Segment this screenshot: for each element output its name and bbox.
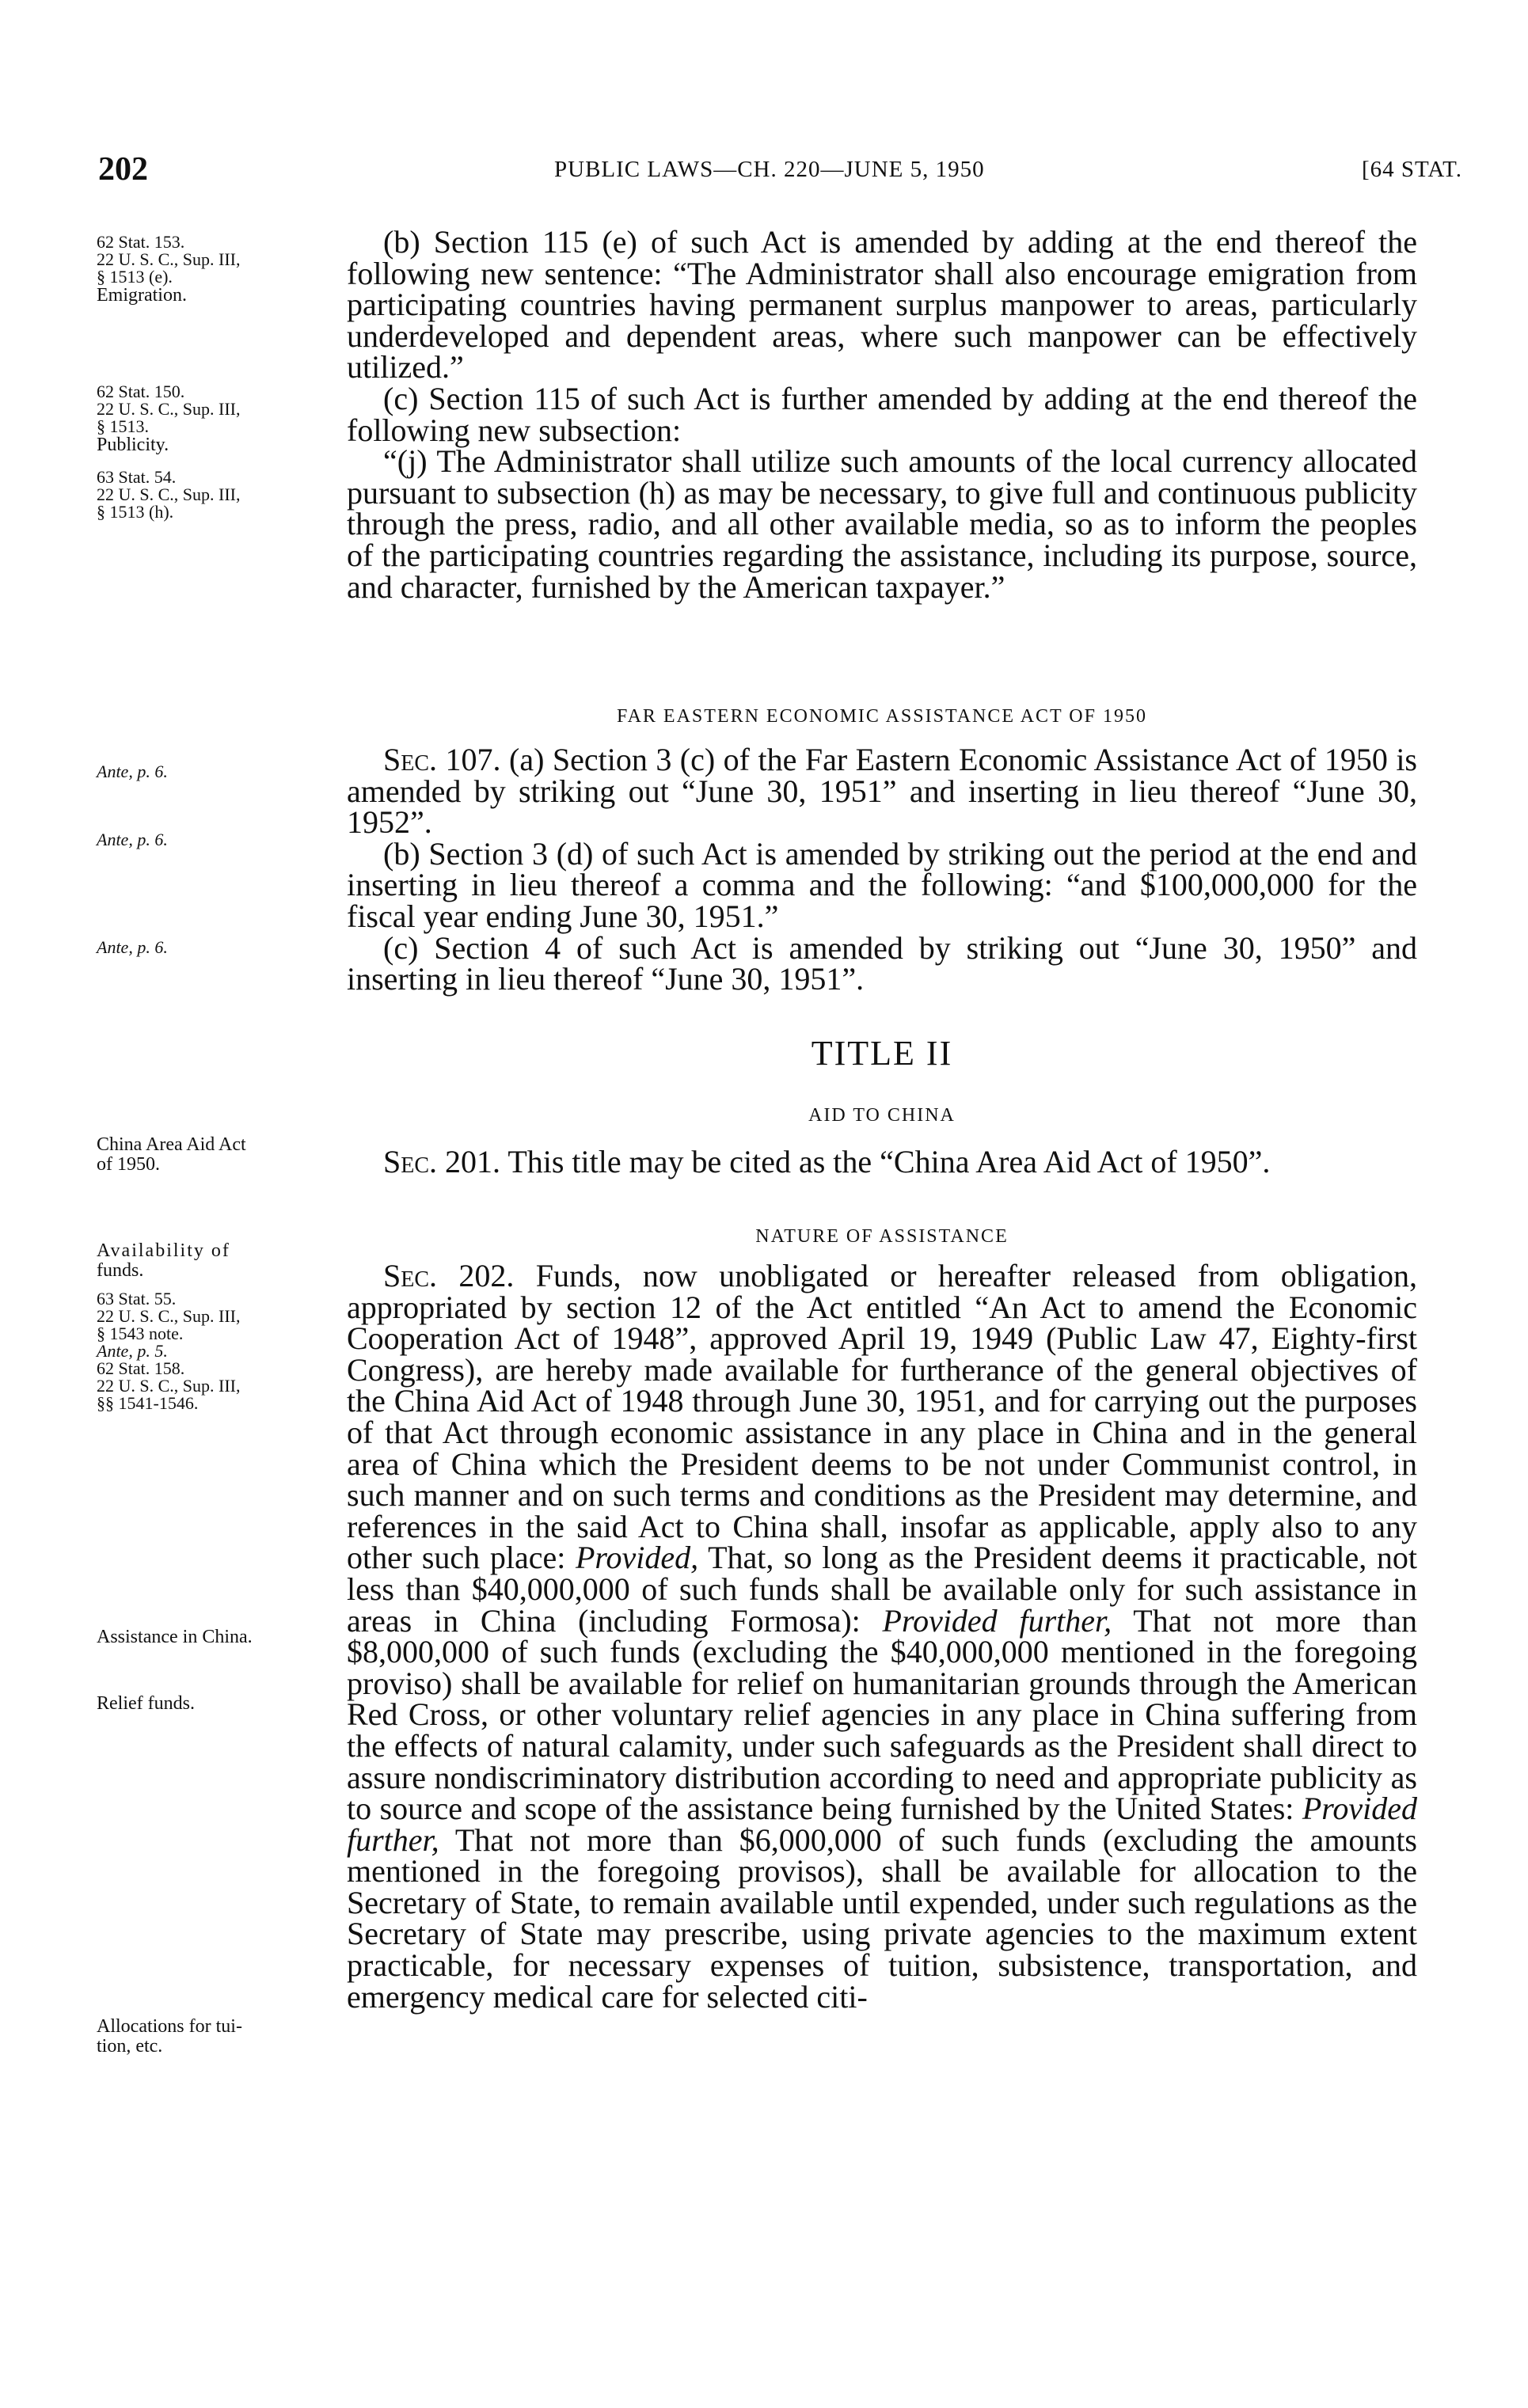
sec-202-label: Sec. 202. [383,1258,515,1293]
volume-reference: [64 STAT. [1362,157,1462,182]
paragraph-107-b: (b) Section 3 (d) of such Act is amended by striking out the period at the end and inserting in lieu thereof a comma and the following: “and $100,000,000 for the fiscal year ending June 30, 1951.” [347,835,1417,934]
running-title: PUBLIC LAWS—CH. 220—JUNE 5, 1950 [554,157,985,182]
section-107 [347,744,1417,995]
paragraph-107-a: Sec. 107. (a) Section 3 (c) of the Far Eastern Economic Assistance Act of 1950 is amended by striking out “June 30, 1951” and inserting in lieu thereof “June 30, 1952”. [347,742,1418,841]
margin-note-local-currency: 63 Stat. 54. 22 U. S. C., Sup. III, § 1513 (h). [97,467,241,522]
margin-note-publicity: 62 Stat. 150. 22 U. S. C., Sup. III, § 1513. Publicity. [97,382,241,455]
margin-note-ante-2: Ante, p. 6. [97,830,168,849]
margin-note-emigration: 62 Stat. 153. 22 U. S. C., Sup. III, § 1513 (e). Emigration. [97,232,241,306]
margin-note-availability-of-funds: Availability of funds. [97,1240,230,1281]
margin-note-allocations-tuition: Allocations for tui- tion, etc. [97,2016,242,2057]
sec-201-label: Sec. 201. [383,1144,501,1179]
sec-107-label: Sec. 107. [383,742,501,777]
margin-note-ante-3: Ante, p. 6. [97,937,168,957]
margin-note-statute-citations: 63 Stat. 55. 22 U. S. C., Sup. III, § 1543 note. Ante, p. 5. 62 Stat. 158. 22 U. S. C., Sup. III, §§ 1541-1546. [97,1289,241,1413]
margin-note-china-area-aid-act: China Area Aid Act of 1950. [97,1134,246,1175]
section-202: Sec. 202. Funds, now unobligated or hereafter released from obligation, appropriated by section 12 of the Act entitled “An Act to amend the Economic Cooperation Act of 1948”, approved April 19, 1949 (Public Law 47, Eighty-first Congress), are hereby made available for furtherance of the general objectives of the China Aid Act of 1948 through June 30, 1951, and for carrying out the purposes of that Act through economic assistance in any place in China and in the general area of China which the President deems to be not under Communist control, in such manner and on such terms and conditions as the President may determine, and references in the said Act to China shall, insofar as applicable, apply also to any other such place: Provided, That, so long as the President deems it practicable, not less than $40,000,000 of such funds shall be available only for such assistance in areas in China (including Formosa): Provided further, That not more than $8,000,000 of such funds (excluding the $40,000,000 mentioned in the foregoing proviso) shall be available for relief on humanitarian grounds through the American Red Cross, or other voluntary relief agencies in any place in China suffering from the effects of natural calamity, under such safeguards as the President shall direct to assure nondiscriminatory distribution according to need and appropriate publicity as to source and scope of the assistance being furnished by the United States: Provided further, That not more than $6,000,000 of such funds (excluding the amounts mentioned in the foregoing provisos), shall be available for allocation to the Secretary of State, to remain available until expended, under such regulations as the Secretary of State may prescribe, using private agencies to the maximum extent practicable, for necessary expenses of tuition, subsistence, transportation, and emergency medical care for selected citi- [347,1258,1418,2015]
margin-note-relief-funds: Relief funds. [97,1693,195,1714]
title-ii-heading: TITLE II [811,1034,953,1073]
section-201: Sec. 201. This title may be cited as the “China Area Aid Act of 1950”. [383,1144,1271,1179]
paragraph-c: (c) Section 115 of such Act is further amended by adding at the end thereof the following new subsection: [347,380,1417,448]
margin-note-ante-1: Ante, p. 6. [97,762,168,781]
paragraph-107-c: (c) Section 4 of such Act is amended by striking out “June 30, 1950” and inserting in lieu thereof “June 30, 1951”. [347,929,1417,997]
amendments-section-115 [347,224,1417,605]
paragraph-b: (b) Section 115 (e) of such Act is amended by adding at the end thereof the following new sentence: “The Administrator shall also encourage emigration from participating countries having permanent surplus manpower to areas, particularly underdeveloped and dependent areas, where such manpower can be effectively utilized.” [347,224,1417,386]
aid-to-china-heading: AID TO CHINA [808,1105,956,1126]
page-number: 202 [98,151,148,188]
far-eastern-heading: FAR EASTERN ECONOMIC ASSISTANCE ACT OF 1950 [617,706,1147,727]
nature-of-assistance-heading: NATURE OF ASSISTANCE [755,1226,1009,1247]
paragraph-j: “(j) The Administrator shall utilize such amounts of the local currency allocated pursuant to subsection (h) as may be necessary, to give full and continuous publicity through the press, radio, and all other available media, so as to inform the peoples of the participating countries regarding the assistance, including its purpose, source, and character, furnished by the American taxpayer.” [347,443,1417,605]
margin-note-assistance-in-china: Assistance in China. [97,1627,253,1647]
